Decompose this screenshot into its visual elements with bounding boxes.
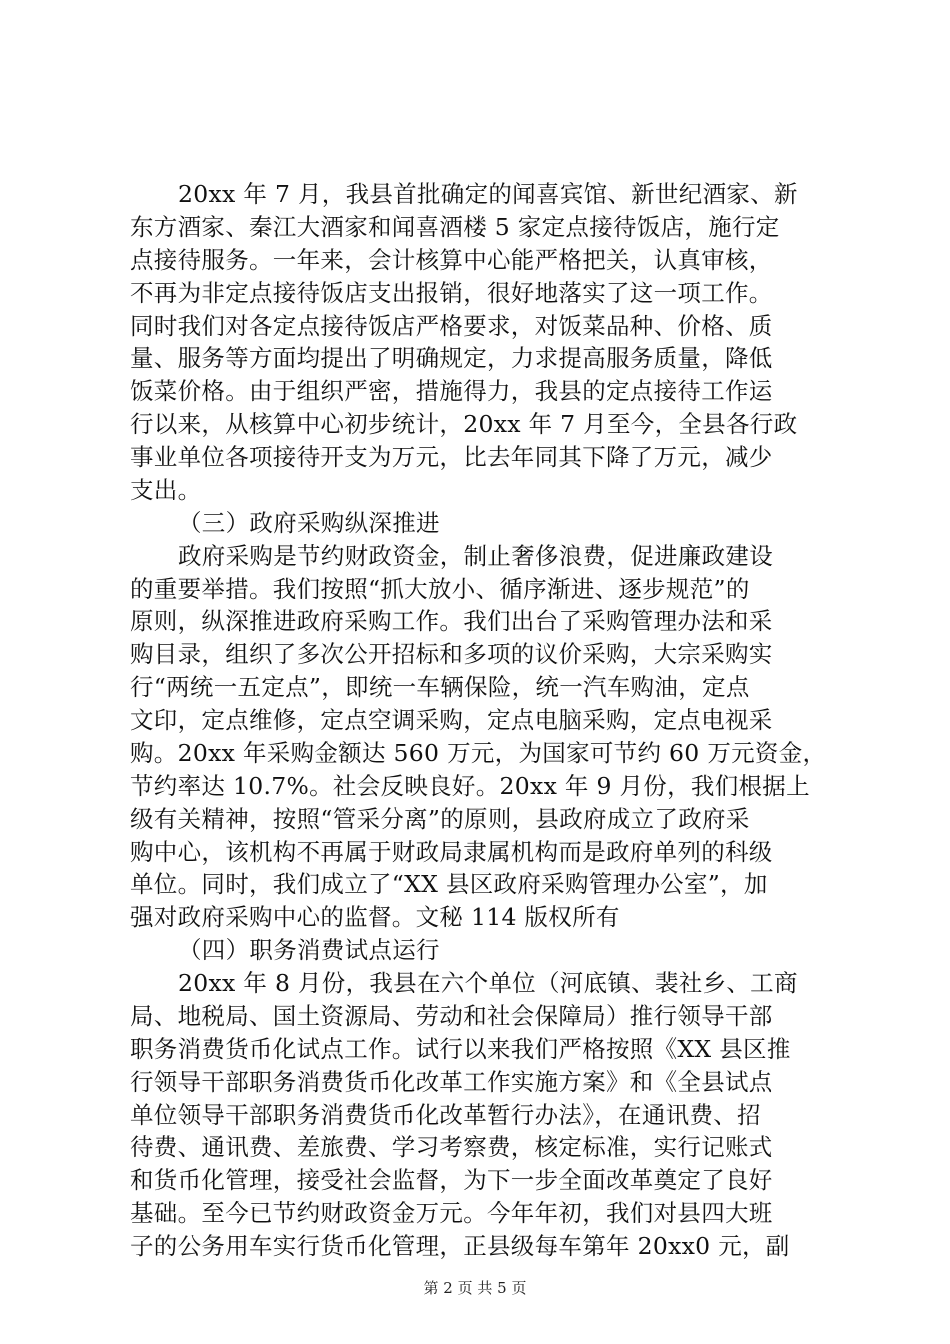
- paragraph-line: 饭菜价格。由于组织严密，措施得力，我县的定点接待工作运: [130, 377, 773, 405]
- paragraph-line: 量、服务等方面均提出了明确规定，力求提高服务质量，降低: [130, 344, 773, 372]
- paragraph-line: 购中心，该机构不再属于财政局隶属机构而是政府单列的科级: [130, 838, 773, 866]
- paragraph-line: 和货币化管理，接受社会监督，为下一步全面改革奠定了良好: [130, 1166, 773, 1194]
- paragraph-line: 政府采购是节约财政资金，制止奢侈浪费，促进廉政建设: [178, 542, 773, 570]
- paragraph-line: 行以来，从核算中心初步统计，20xx 年 7 月至今，全县各行政: [130, 410, 798, 438]
- paragraph-line: 不再为非定点接待饭店支出报销，很好地落实了这一项工作。: [130, 279, 773, 307]
- paragraph-line: 事业单位各项接待开支为万元，比去年同其下降了万元，减少: [130, 443, 773, 471]
- paragraph-line: 支出。: [130, 476, 202, 504]
- paragraph-line: 行领导干部职务消费货币化改革工作实施方案》和《全县试点: [130, 1068, 773, 1096]
- paragraph-line: 购目录，组织了多次公开招标和多项的议价采购，大宗采购实: [130, 640, 773, 668]
- paragraph-line: 单位领导干部职务消费货币化改革暂行办法》，在通讯费、招: [130, 1101, 761, 1129]
- paragraph-line: 待费、通讯费、差旅费、学习考察费，核定标准，实行记账式: [130, 1133, 773, 1161]
- paragraph-line: 基础。至今已节约财政资金万元。今年年初，我们对县四大班: [130, 1199, 773, 1227]
- paragraph-line: 级有关精神，按照“管采分离”的原则，县政府成立了政府采: [130, 805, 750, 833]
- section-heading: （四）职务消费试点运行: [178, 936, 440, 964]
- paragraph-line: 节约率达 10.7%。社会反映良好。20xx 年 9 月份，我们根据上: [130, 772, 810, 800]
- paragraph-line: 点接待服务。一年来，会计核算中心能严格把关，认真审核，: [130, 246, 773, 274]
- paragraph-line: 子的公务用车实行货币化管理，正县级每车第年 20xx0 元，副: [130, 1232, 790, 1260]
- page-number-footer: 第 2 页 共 5 页: [423, 1279, 527, 1297]
- paragraph-line: 单位。同时，我们成立了“XX 县区政府采购管理办公室”，加: [130, 870, 768, 898]
- paragraph-line: 东方酒家、秦江大酒家和闻喜酒楼 5 家定点接待饭店，施行定: [130, 213, 780, 241]
- paragraph-line: 的重要举措。我们按照“抓大放小、循序渐进、逐步规范”的: [130, 575, 750, 603]
- paragraph-line: 文印，定点维修，定点空调采购，定点电脑采购，定点电视采: [130, 706, 773, 734]
- section-heading: （三）政府采购纵深推进: [178, 509, 440, 537]
- paragraph-line: 强对政府采购中心的监督。文秘 114 版权所有: [130, 903, 620, 931]
- paragraph-line: 局、地税局、国土资源局、劳动和社会保障局）推行领导干部: [130, 1002, 773, 1030]
- paragraph-line: 职务消费货币化试点工作。试行以来我们严格按照《XX 县区推: [130, 1035, 791, 1063]
- paragraph-line: 20xx 年 7 月，我县首批确定的闻喜宾馆、新世纪酒家、新: [178, 180, 798, 208]
- paragraph-line: 20xx 年 8 月份，我县在六个单位（河底镇、裴社乡、工商: [178, 969, 798, 997]
- paragraph-line: 购。20xx 年采购金额达 560 万元，为国家可节约 60 万元资金，: [130, 739, 827, 767]
- paragraph-line: 原则，纵深推进政府采购工作。我们出台了采购管理办法和采: [130, 607, 773, 635]
- paragraph-line: 同时我们对各定点接待饭店严格要求，对饭菜品种、价格、质: [130, 312, 773, 340]
- paragraph-line: 行“两统一五定点”，即统一车辆保险，统一汽车购油，定点: [130, 673, 750, 701]
